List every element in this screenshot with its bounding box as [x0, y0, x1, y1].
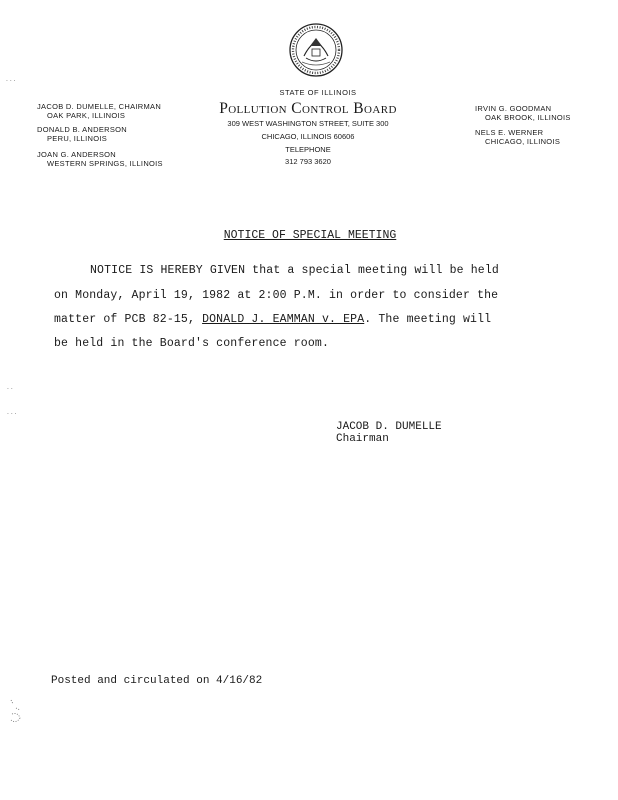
member-name: NELS E. WERNER — [475, 128, 544, 137]
address-line-1: 309 WEST WASHINGTON STREET, SUITE 300 — [227, 119, 389, 128]
notice-line-3 — [54, 313, 491, 326]
member-location: WESTERN SPRINGS, ILLINOIS — [47, 159, 163, 168]
notice-line-1: NOTICE IS HEREBY GIVEN that a special meeting will be held — [90, 264, 499, 277]
state-seal — [288, 22, 344, 78]
state-name: STATE OF ILLINOIS — [279, 88, 357, 97]
member-right-2 — [475, 128, 618, 146]
notice-line-3-end: . The meeting will — [364, 313, 492, 326]
scan-mark — [8, 698, 26, 726]
member-left-2 — [37, 125, 187, 143]
notice-line-2: on Monday, April 19, 1982 at 2:00 P.M. in order to consider the — [54, 289, 499, 302]
member-left-3 — [37, 150, 187, 168]
member-location: PERU, ILLINOIS — [47, 134, 108, 143]
member-name: IRVIN G. GOODMAN — [475, 104, 552, 113]
member-location: OAK BROOK, ILLINOIS — [485, 113, 571, 122]
scan-speck: . . — [7, 384, 13, 391]
member-left-1 — [37, 102, 187, 120]
member-name: JACOB D. DUMELLE, CHAIRMAN — [37, 102, 162, 111]
member-right-1 — [475, 104, 618, 122]
notice-line-4: be held in the Board's conference room. — [54, 337, 329, 350]
signature-name: JACOB D. DUMELLE — [336, 421, 442, 433]
signature-title: Chairman — [336, 433, 389, 445]
telephone-number: 312 793 3620 — [285, 157, 331, 166]
board-name: Pollution Control Board — [219, 100, 397, 117]
member-name: JOAN G. ANDERSON — [37, 150, 116, 159]
case-name: DONALD J. EAMMAN v. EPA — [202, 313, 365, 326]
member-location: OAK PARK, ILLINOIS — [47, 111, 126, 120]
member-location: CHICAGO, ILLINOIS — [485, 137, 561, 146]
scan-speck: . . . — [6, 76, 16, 83]
seal-icon — [288, 22, 344, 78]
telephone-label: TELEPHONE — [285, 145, 331, 154]
scan-speck: . . . — [7, 409, 17, 416]
member-name: DONALD B. ANDERSON — [37, 125, 128, 134]
posted-note: Posted and circulated on 4/16/82 — [51, 675, 263, 687]
notice-title: NOTICE OF SPECIAL MEETING — [223, 229, 397, 242]
notice-line-3-start: matter of PCB 82-15, — [54, 313, 203, 326]
address-line-2: CHICAGO, ILLINOIS 60606 — [261, 132, 355, 141]
